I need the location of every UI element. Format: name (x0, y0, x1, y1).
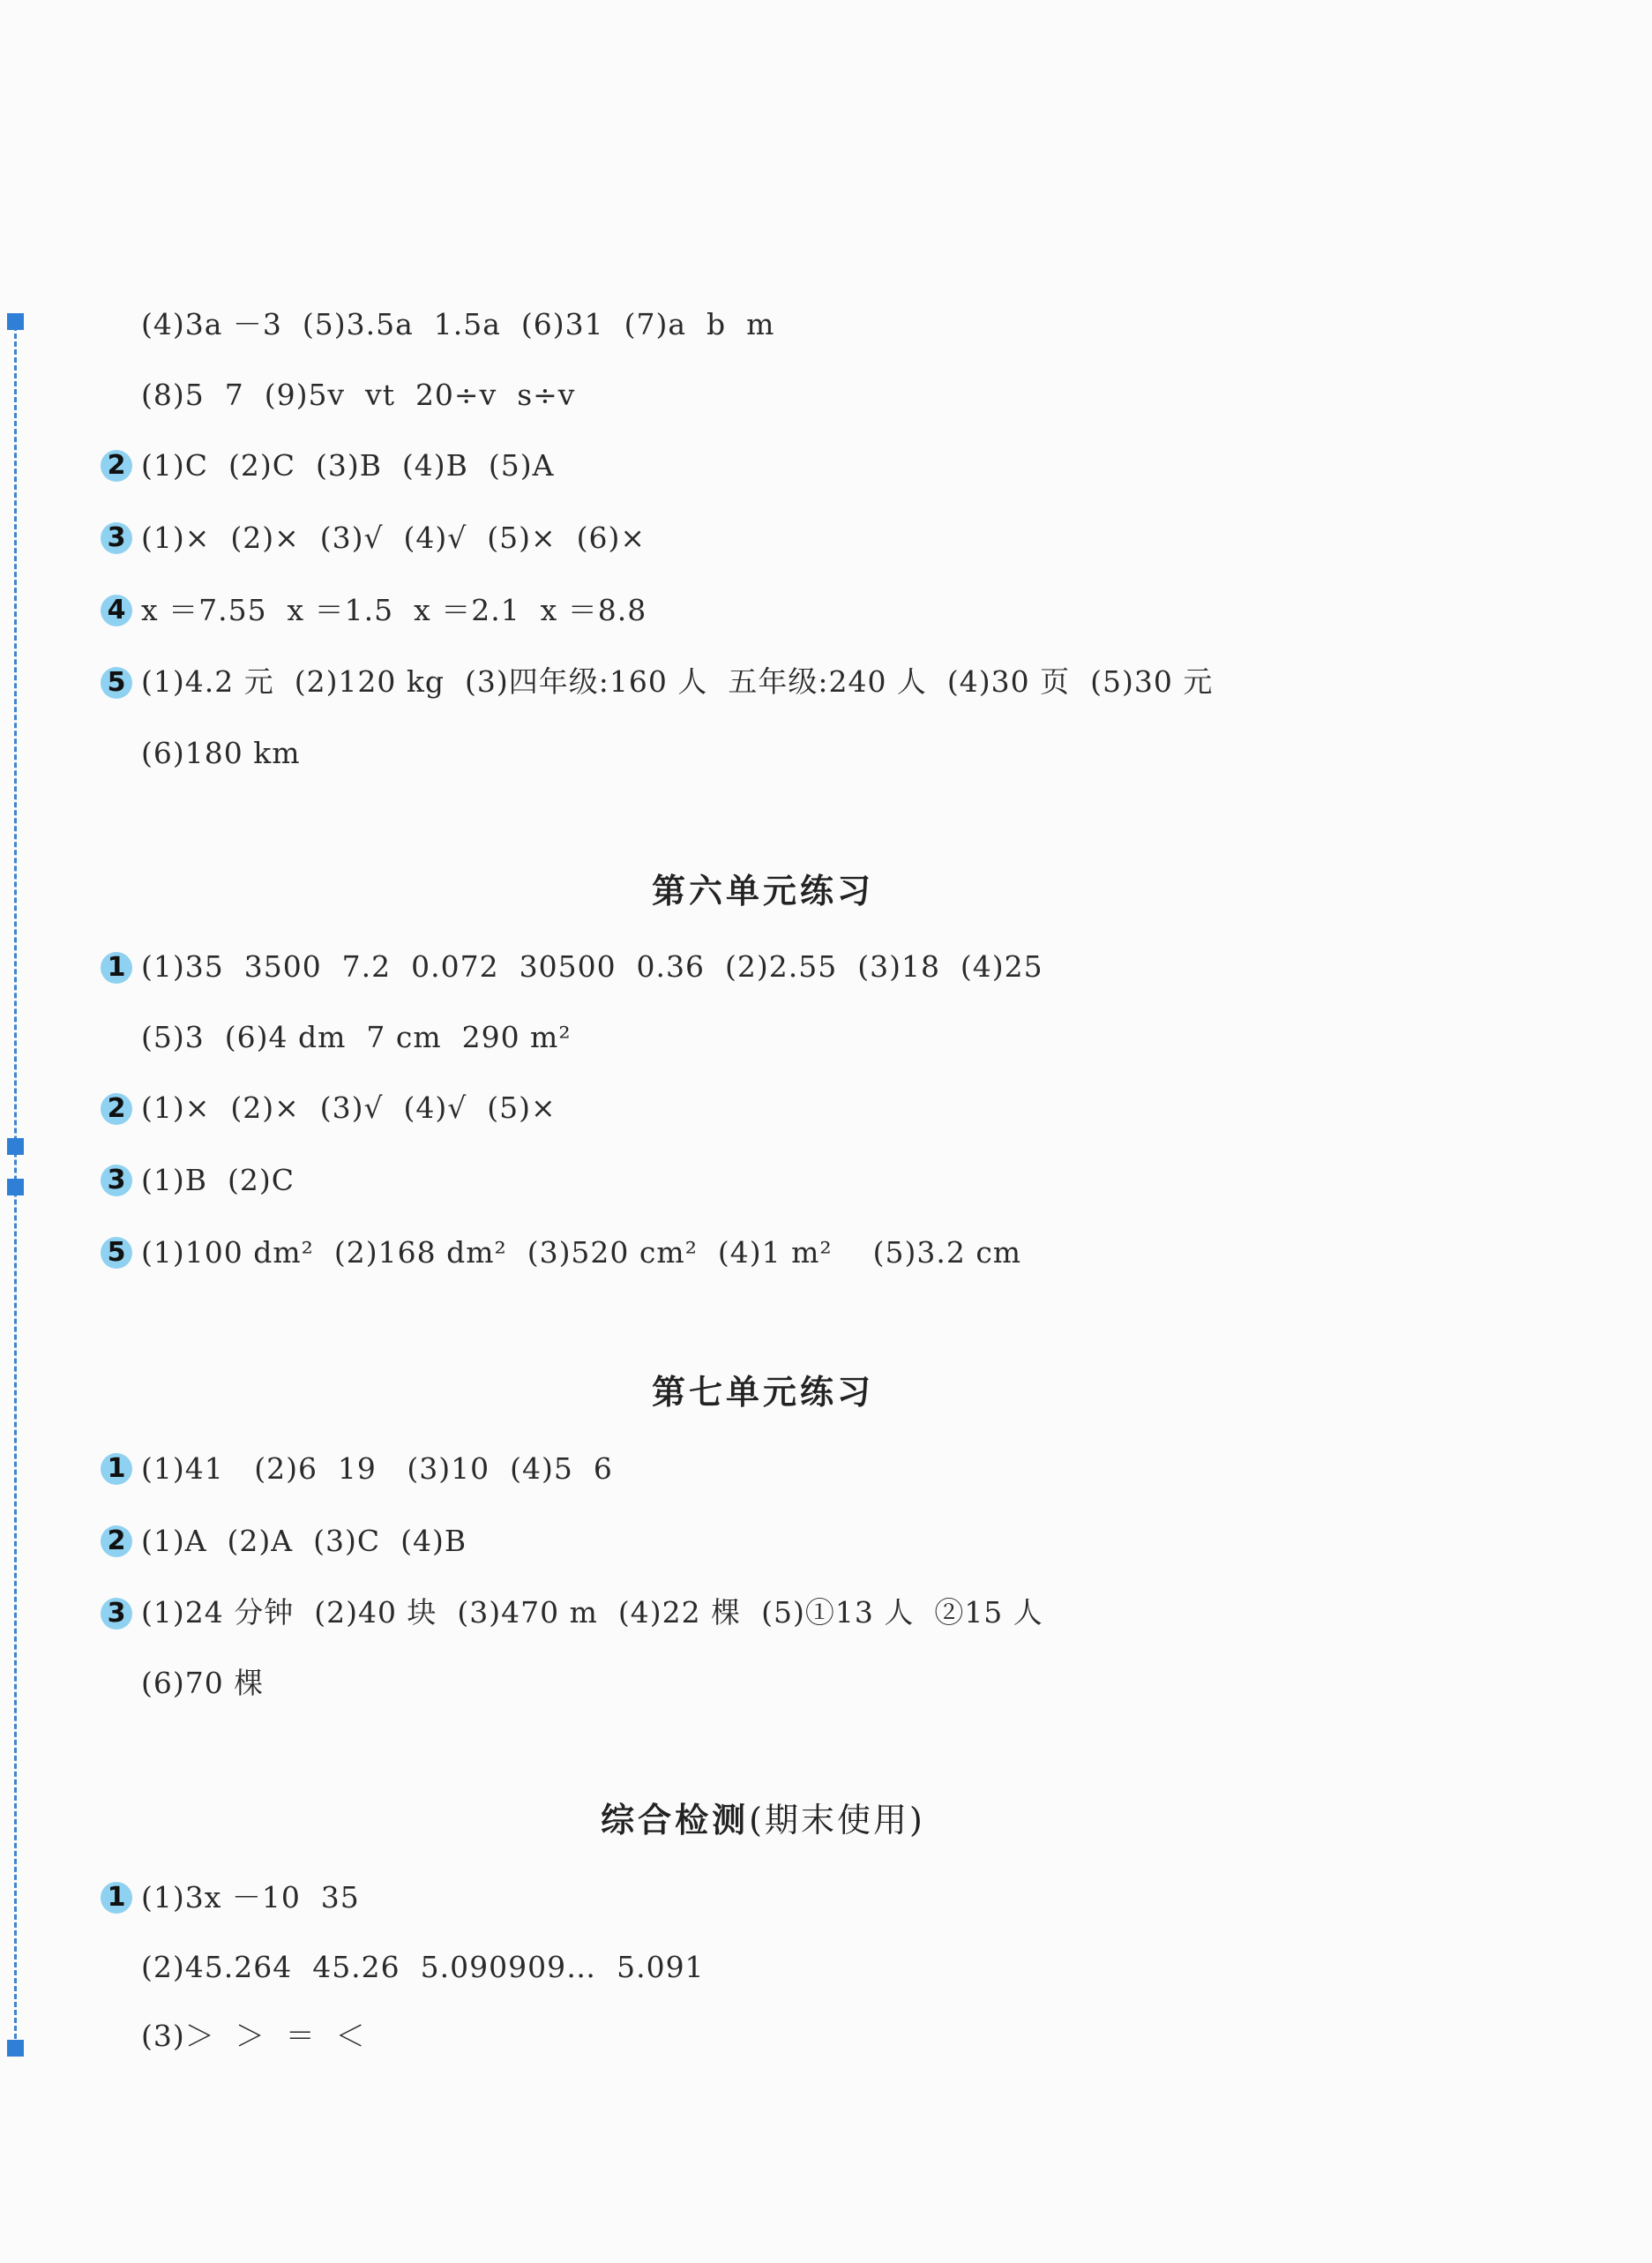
binding-mark-middle-2 (7, 1179, 24, 1195)
section-title: 第六单元练习 (651, 872, 874, 910)
answer-line: (6)180 km (141, 736, 301, 770)
question-number-badge: 2 (101, 1093, 132, 1125)
question-number-badge: 2 (101, 450, 132, 482)
question-number-badge: 3 (101, 1598, 132, 1630)
section-title: 第七单元练习 (651, 1373, 874, 1412)
answer-line: (6)70 棵 (141, 1666, 265, 1700)
answer-line: (1)3x －10 35 (141, 1880, 360, 1915)
question-number-badge: 2 (101, 1525, 132, 1557)
binding-mark-middle-1 (7, 1138, 24, 1155)
section-title (0, 1800, 1526, 1840)
binding-mark-top (7, 313, 24, 330)
question-number-badge: 3 (101, 522, 132, 554)
answer-line: (1)× (2)× (3)√ (4)√ (5)× (6)× (141, 521, 647, 555)
answer-line: (2)45.264 45.26 5.090909… 5.091 (141, 1950, 705, 1984)
section-title-main: 综合检测 (601, 1801, 750, 1840)
answer-line: (1)41 (2)6 19 (3)10 (4)5 6 (141, 1451, 613, 1486)
answer-line: (1)35 3500 7.2 0.072 30500 0.36 (2)2.55 (3)18 (4)25 (141, 949, 1043, 984)
question-number-badge: 4 (101, 595, 132, 626)
binding-mark-bottom (7, 2040, 24, 2057)
answer-line: (4)3a －3 (5)3.5a 1.5a (6)31 (7)a b m (141, 307, 775, 341)
answer-line: (1)A (2)A (3)C (4)B (141, 1524, 467, 1558)
answer-line: (8)5 7 (9)5v vt 20÷v s÷v (141, 378, 576, 412)
answer-line: (1)4.2 元 (2)120 kg (3)四年级:160 人 五年级:240 人 (4)30 页 (5)30 元 (141, 664, 1214, 699)
question-number-badge: 1 (101, 1453, 132, 1485)
question-number-badge: 1 (101, 1882, 132, 1914)
answer-line: (3)＞ ＞ ＝ ＜ (141, 2019, 366, 2053)
answer-line: (5)3 (6)4 dm 7 cm 290 m² (141, 1020, 572, 1054)
answer-line: (1)24 分钟 (2)40 块 (3)470 m (4)22 棵 (5)①13 人 ②15 人 (141, 1595, 1043, 1630)
question-number-badge: 3 (101, 1165, 132, 1196)
answer-line: x ＝7.55 x ＝1.5 x ＝2.1 x ＝8.8 (141, 593, 647, 627)
answer-line: (1)100 dm² (2)168 dm² (3)520 cm² (4)1 m² (5)3.2 cm (141, 1235, 1022, 1270)
question-number-badge: 5 (101, 667, 132, 699)
section-title-suffix: (期末使用) (749, 1801, 925, 1840)
answer-line: (1)B (2)C (141, 1163, 295, 1197)
answer-line: (1)C (2)C (3)B (4)B (5)A (141, 448, 555, 483)
question-number-badge: 1 (101, 952, 132, 984)
question-number-badge: 5 (101, 1237, 132, 1269)
answer-line: (1)× (2)× (3)√ (4)√ (5)× (141, 1090, 557, 1125)
